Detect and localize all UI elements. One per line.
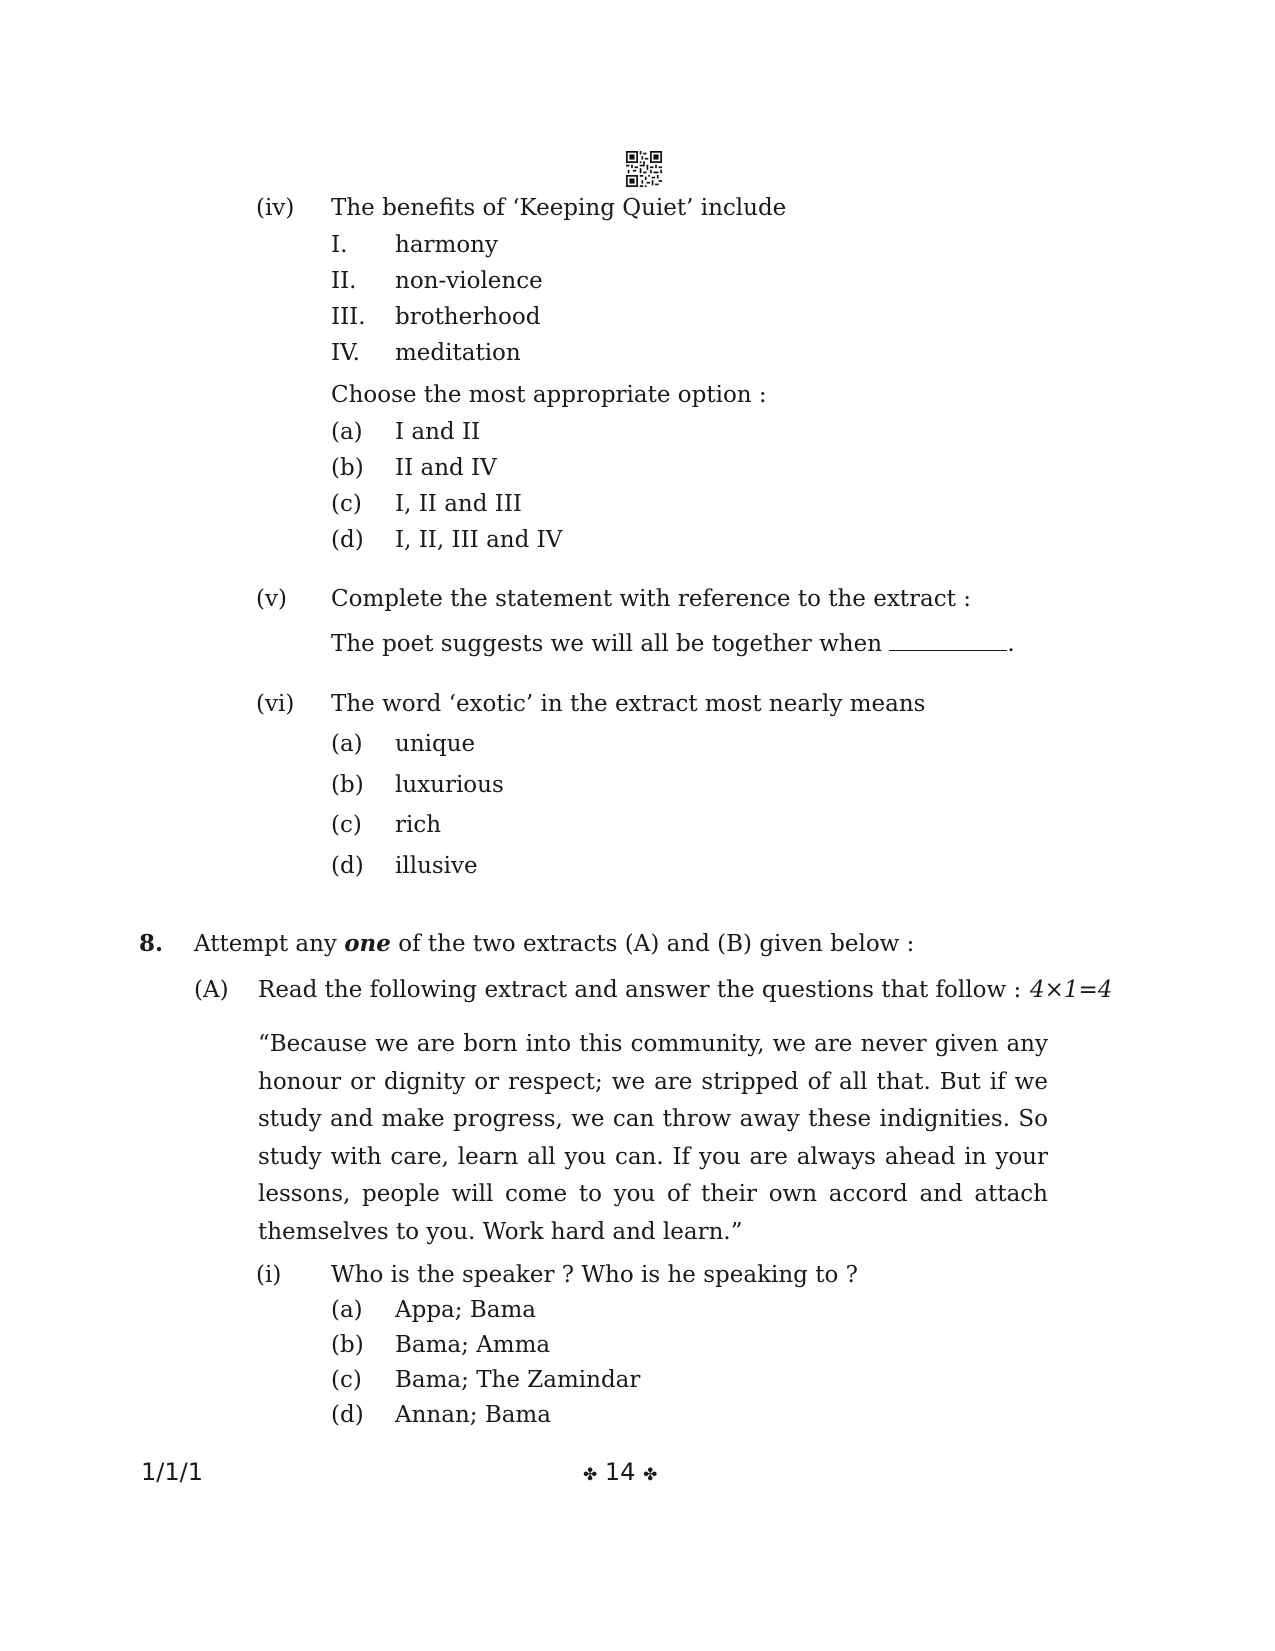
marks-allocation: 4×1=4 <box>1030 977 1113 1003</box>
question-stem: Who is the speaker ? Who is he speaking to ? <box>331 1262 858 1288</box>
question-number: (v) <box>256 586 287 612</box>
section-label: (A) <box>194 977 229 1003</box>
option-label: (b) <box>331 772 364 798</box>
option-text: Appa; Bama <box>395 1297 536 1323</box>
statement-label: IV. <box>331 340 360 366</box>
question-number: 8. <box>139 930 164 957</box>
question-number: (iv) <box>256 195 295 221</box>
option-text: I and II <box>395 419 481 445</box>
option-label: (c) <box>331 812 362 838</box>
question-stem: The benefits of ‘Keeping Quiet’ include <box>331 195 787 221</box>
statement-text: meditation <box>395 340 521 366</box>
question-stem: Complete the statement with reference to the extract : <box>331 586 971 612</box>
option-label: (c) <box>331 1367 362 1393</box>
option-label: (b) <box>331 455 364 481</box>
statement-end: . <box>1007 631 1015 657</box>
option-text: I, II, III and IV <box>395 527 563 553</box>
statement-label: III. <box>331 304 366 330</box>
statement-text: harmony <box>395 232 498 258</box>
extract-passage: “Because we are born into this community, we are never given any honour or dignity or respect; we are stripped of all that. But if we study and make progress, we can throw away these indignities. So study with care, learn all you can. If you are always ahead in your lessons, people will come to you of their own accord and attach themselves to you. Work hard and learn.” <box>258 1031 1048 1245</box>
instruction-text: Choose the most appropriate option : <box>331 382 767 408</box>
statement-text: non-violence <box>395 268 543 294</box>
answer-blank <box>889 628 1007 651</box>
option-text: illusive <box>395 853 478 879</box>
option-text: luxurious <box>395 772 504 798</box>
option-text: Annan; Bama <box>395 1402 551 1428</box>
option-text: unique <box>395 731 476 757</box>
qr-code-icon <box>626 151 662 187</box>
option-label: (d) <box>331 853 364 879</box>
statement-label: II. <box>331 268 357 294</box>
option-text: II and IV <box>395 455 497 481</box>
option-label: (a) <box>331 731 363 757</box>
page-number: ✤ 14 ✤ <box>583 1458 658 1486</box>
option-text: Bama; The Zamindar <box>395 1367 641 1393</box>
question-number: (i) <box>256 1262 282 1288</box>
option-text: Bama; Amma <box>395 1332 551 1358</box>
emphasis-text: one <box>344 930 391 957</box>
statement-text: The poet suggests we will all be together when <box>331 631 883 657</box>
option-label: (d) <box>331 1402 364 1428</box>
option-text: rich <box>395 812 442 838</box>
question-intro: Attempt any one of the two extracts (A) and (B) given below : <box>194 930 915 957</box>
question-stem: The word ‘exotic’ in the extract most nearly means <box>331 691 926 717</box>
ornament-icon: ✤ <box>643 1465 658 1485</box>
option-label: (a) <box>331 419 363 445</box>
section-instruction: Read the following extract and answer the questions that follow : <box>258 977 1022 1003</box>
statement-label: I. <box>331 232 348 258</box>
option-label: (b) <box>331 1332 364 1358</box>
paper-code: 1/1/1 <box>141 1458 203 1486</box>
option-text: I, II and III <box>395 491 523 517</box>
option-label: (d) <box>331 527 364 553</box>
ornament-icon: ✤ <box>583 1465 598 1485</box>
statement-text: brotherhood <box>395 304 541 330</box>
option-label: (c) <box>331 491 362 517</box>
option-label: (a) <box>331 1297 363 1323</box>
fill-in-statement <box>331 628 1015 659</box>
question-number: (vi) <box>256 691 295 717</box>
